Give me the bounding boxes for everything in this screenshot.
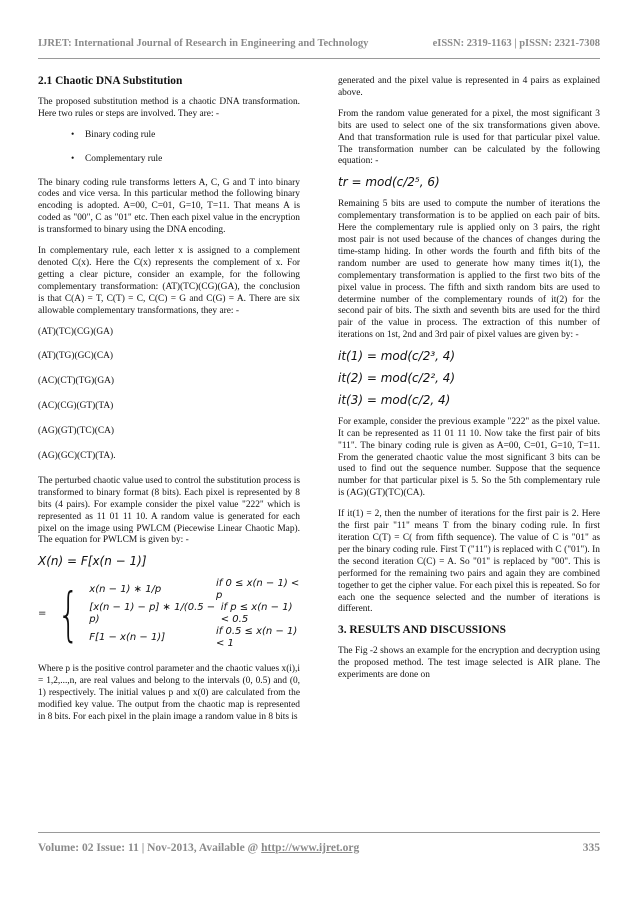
right-column [338,76,600,691]
volume-info: Volume: 02 Issue: 11 | Nov-2013, Available @ [38,842,262,854]
equation-row: x(n − 1) ∗ 1/p if 0 ≤ x(n − 1) < p [89,578,300,602]
bullet-list [71,130,300,166]
equation-row: [x(n − 1) − p] ∗ 1/(0.5 − p) if p ≤ x(n − 1) < 0.5 [89,602,293,626]
list-item: (AT)(TC)(CG)(GA) [38,326,113,337]
pwlcm-equation: = { x(n − 1) ∗ 1/p if 0 ≤ x(n − 1) < p [x(n − 1) − p] ∗ 1/(0.5 − p) if p ≤ x(n − 1) < 0.5 F[1 − x(n − 1)] if 0.5 ≤ x(n − 1) < 1 [38,578,300,650]
paragraph: In complementary rule, each letter x is assigned to a complement denoted C(x). Here the C(x) represents the complement of x. For getting a clear picture, consider an example, for the following complementary transformation: (AT)(TC)(CG)(GA), the conclusion is that C(A) = T, C(T) = C, C(C) = G and C(G) = A. There are six allowable complementary transformations, they are: - [38,246,300,316]
paragraph: generated and the pixel value is represented in 4 pairs as explained above. [338,76,600,98]
list-item: (AT)(TG)(GC)(CA) [38,351,113,362]
section-heading: 3. RESULTS AND DISCUSSIONS [338,624,506,637]
bullet-item: • Complementary rule [71,154,300,166]
footer-rule [38,832,600,833]
journal-link[interactable]: http://www.ijret.org [261,842,360,854]
list-item: (AG)(GT)(TC)(CA) [38,426,115,437]
list-item: (AC)(CG)(GT)(TA) [38,401,114,412]
paragraph: From the random value generated for a pixel, the most significant 3 bits are used to select one of the six transformations given above. And that transformation rule is used for that particular pixel value. The transformation number can be calculated by the following equation: - [338,108,600,167]
journal-title: IJRET: International Journal of Research in Engineering and Technology [38,38,369,49]
transformation-list [38,327,300,463]
page-number: 335 [582,842,600,854]
equation-xn: X(n) = F[x(n − 1)] [38,554,147,569]
paragraph: Where p is the positive control parameter and the chaotic values x(i),i = 1,2,...,n, are real values and belong to the intervals (0, 0.5) and (0, 1) respectively. The initial values p and x(0) are calculated from the modified key value. The output from the chaotic map is represented in 8 bits. For each pixel in the plain image a random value in 8 bits is [38,664,300,722]
running-header [38,38,600,49]
running-footer [38,842,600,854]
issn: eISSN: 2319-1163 | pISSN: 2321-7308 [432,38,600,49]
paragraph: For example, consider the previous example "222" as the pixel value. It can be represented as 11 01 11 10. Now take the first pair of bits "11". The binary coding rule is given as A=00, C=01, G=10, T=11. From the generated chaotic value the most significant 3 bits can be used to find out the sequence number. Suppose that the sequence number for that particular pixel is 5. So the 5th complementary rule is (AG)(GT)(TC)(CA). [338,416,600,499]
equation-row: F[1 − x(n − 1)] if 0.5 ≤ x(n − 1) < 1 [89,626,298,650]
list-item: (AG)(GC)(CT)(TA). [38,451,116,462]
equation-tr: tr = mod(c/2⁵, 6) [338,175,440,190]
equation-it3: it(3) = mod(c/2, 4) [338,392,451,407]
paragraph: The proposed substitution method is a chaotic DNA transformation. Here two rules or steps are involved. They are: - [38,96,300,119]
left-column [38,76,300,733]
list-item: (AC)(CT)(TG)(GA) [38,376,115,387]
equation-it2: it(2) = mod(c/2², 4) [338,371,456,386]
section-heading: 2.1 Chaotic DNA Substitution [38,75,183,87]
paragraph: Remaining 5 bits are used to compute the number of iterations the complementary transformation is to be applied on each pair of bits. Here the complementary rule is applied only on 3 pairs, the right most pair is not used because of the chances of changes during the time-stamp hiding. In other words the fourth and fifth bits of the random number are used to generate how many times it(1), the complementary transformation is applied to the first two bits of the pixel value in process. The fifth and sixth random bits are used to determine number of the complementary rounds of it(2) for the second pair of bits. The sixth and seventh bits are used for the third pair of the value in process. The extraction of this number of iterations on 1st, 2nd and 3rd pair of pixel values are given by: - [338,199,600,341]
bullet-item: • Binary coding rule [71,130,300,142]
equation-it1: it(1) = mod(c/2³, 4) [338,349,456,364]
paragraph: The binary coding rule transforms letters A, C, G and T into binary codes and vice versa. In this particular method the following binary encoding is adopted. A=00, C=01, G=10, T=11. That means A is coded as "00", C as "01" etc. Then each pixel value in the encryption is transformed to binary using the DNA encoding. [38,177,300,236]
paragraph: The Fig -2 shows an example for the encryption and decryption using the proposed method. The test image selected is AIR plane. The experiments are done on [338,646,600,681]
paragraph: If it(1) = 2, then the number of iterations for the first pair is 2. Here the first pair "11" means T from the binary coding rule. In first iteration C(T) = C( from fifth sequence). The value of C is "01" as per the binary coding rule. First T ("11") is replaced with C ("01"). In the second iteration C(C) = A. So "01" is replaced by "00". This is performed for the remaining two pairs and again they are combined together to get the cipher value. For each pixel this is repeated. So for each one the sequence selected and the number of iterations is different. [338,509,600,615]
header-rule [38,58,600,59]
paragraph: The perturbed chaotic value used to control the substitution process is transformed to binary format (8 bits). Each pixel is represented by 8 bits (4 pairs). For example consider the pixel value "222" which is represented as 11 01 11 10. A random value is generated for each pixel on the image using PWLCM (Piecewise Linear Chaotic Map). The equation for PWLCM is given by: - [38,475,300,546]
